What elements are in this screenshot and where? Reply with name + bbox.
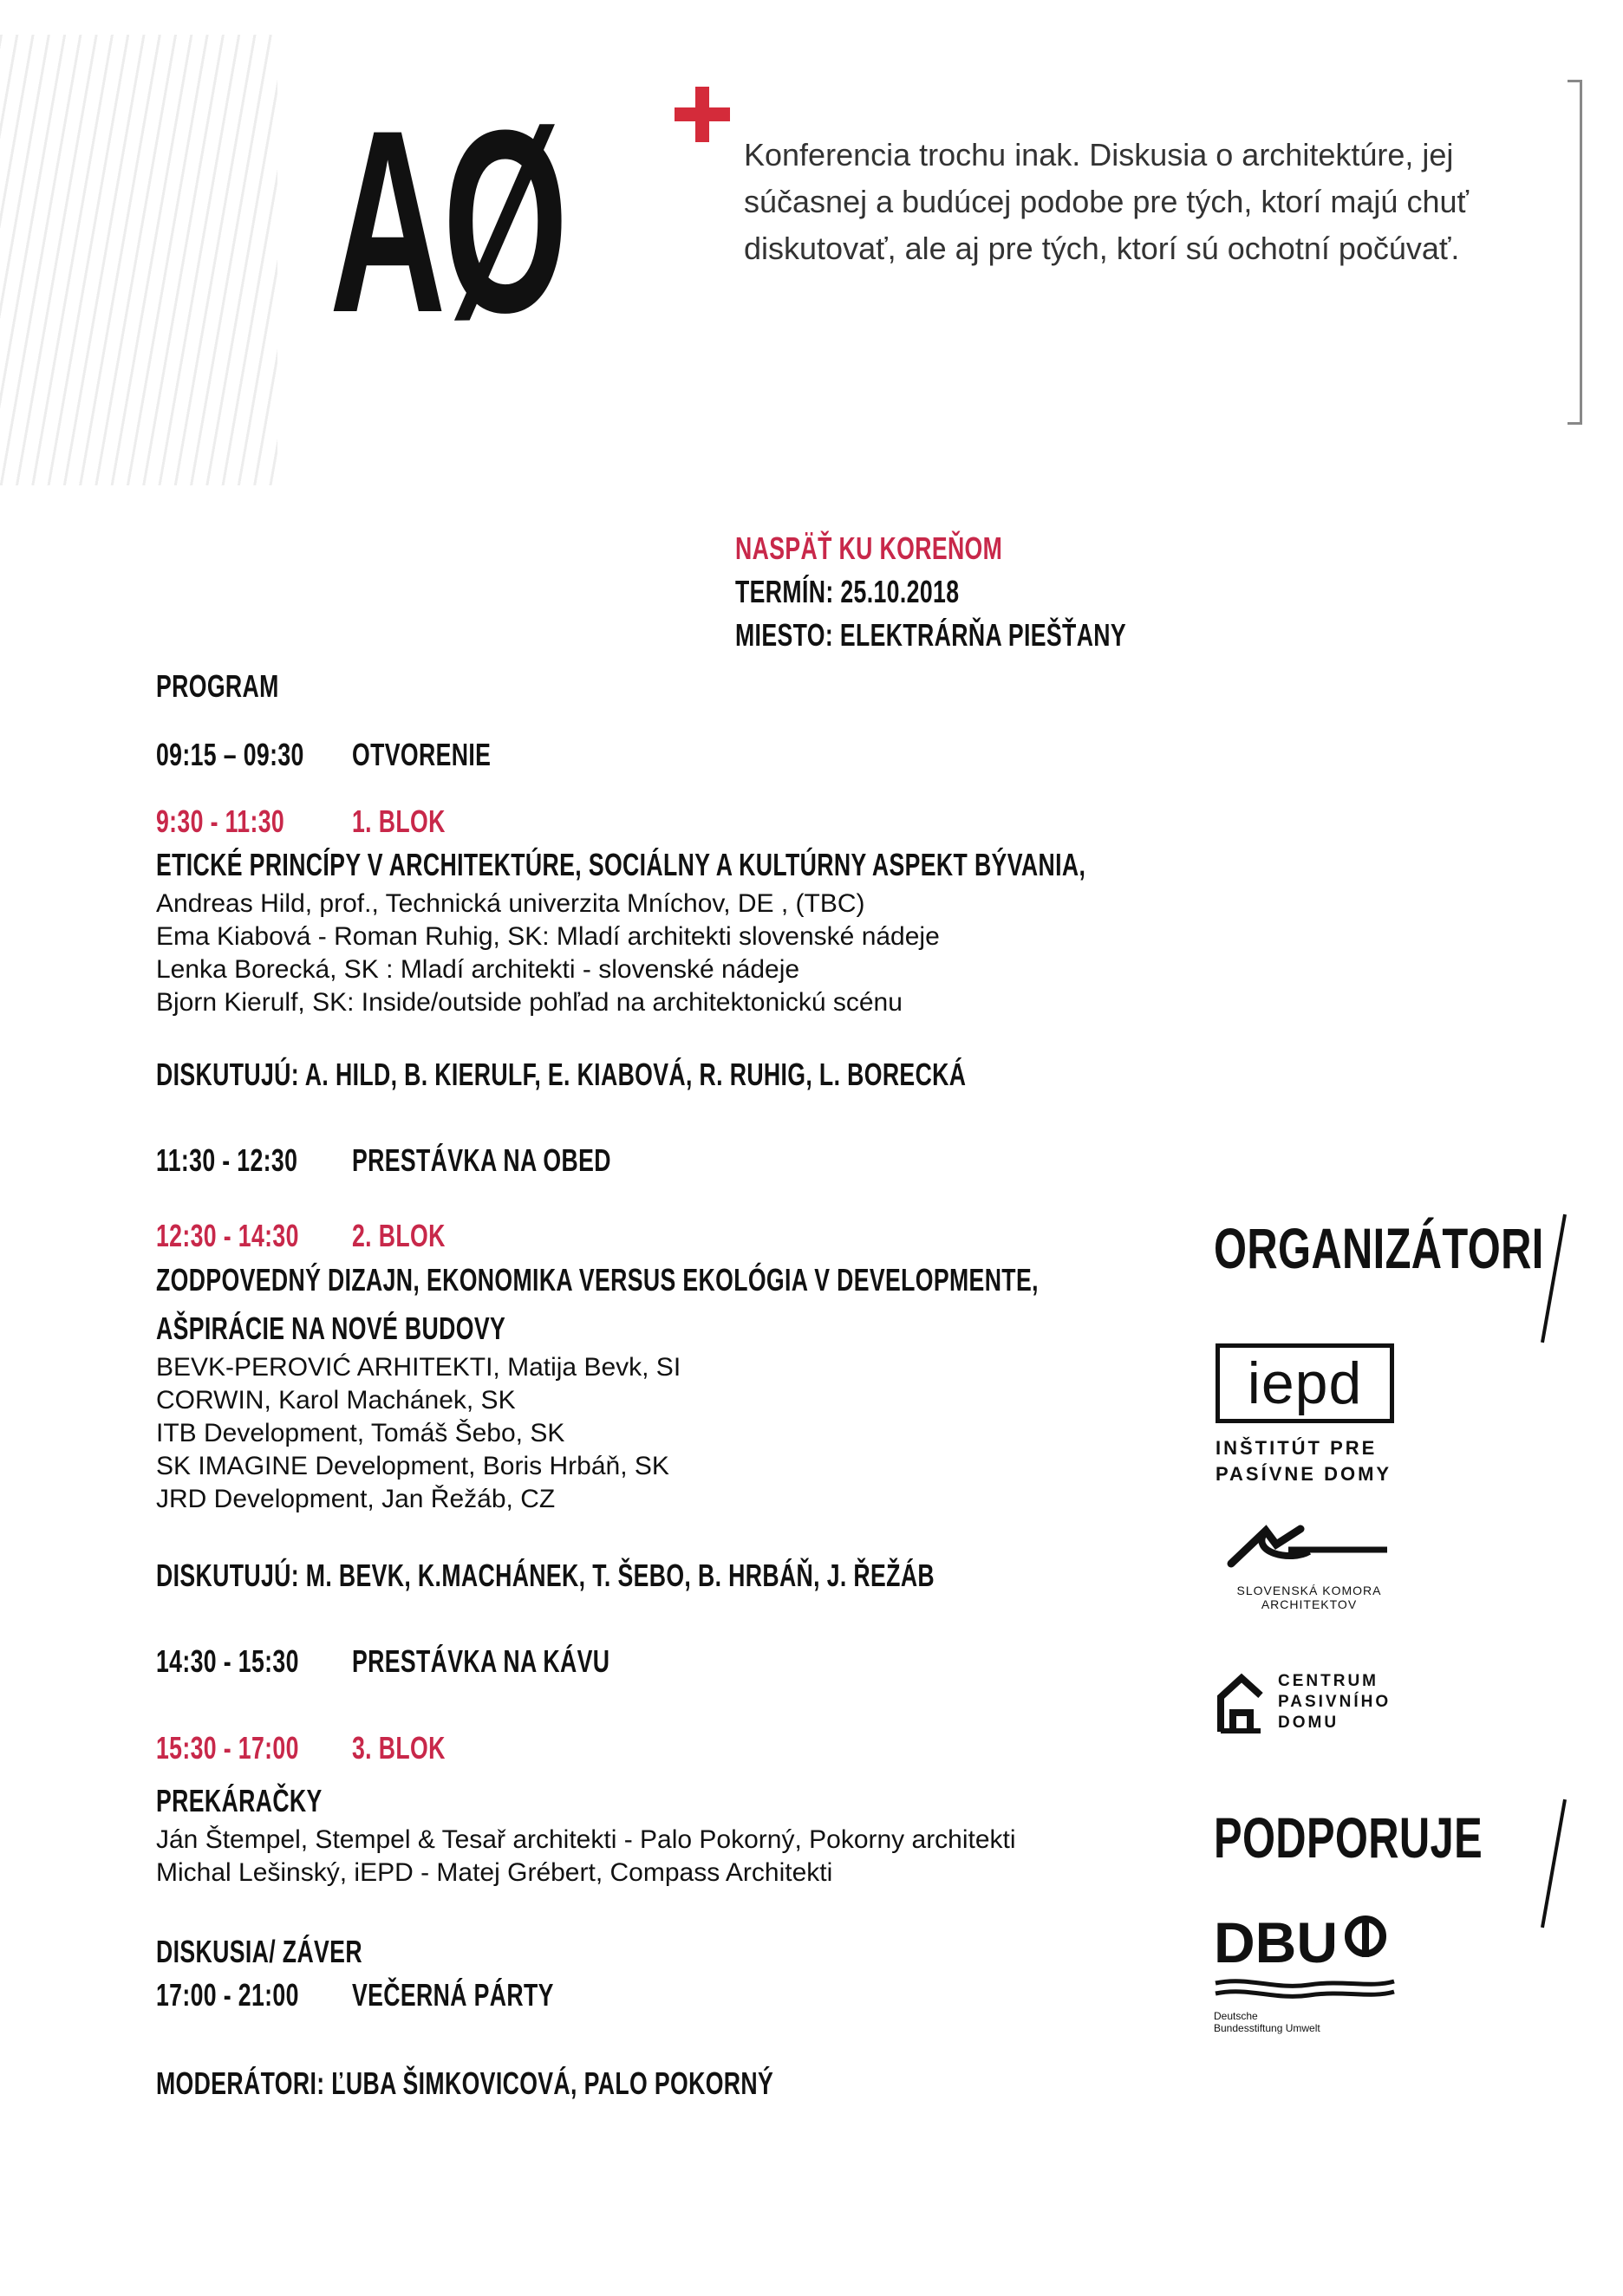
speaker-line: ITB Development, Tomáš Šebo, SK <box>156 1419 565 1447</box>
speaker-line: Ján Štempel, Stempel & Tesař architekti - Palo Pokorný, Pokorny architekti <box>156 1825 1016 1854</box>
organizers-title: ORGANIZÁTORI <box>1214 1216 1544 1280</box>
iepd-line2: PASÍVNE DOMY <box>1216 1463 1392 1485</box>
iepd-logo <box>1216 1343 1394 1487</box>
block2-discussants: DISKUTUJÚ: M. BEVK, K.MACHÁNEK, T. ŠEBO, B. HRBÁŇ, J. ŘEŽÁB <box>156 1558 935 1593</box>
block1-time: 9:30 - 11:30 <box>156 803 285 839</box>
party-label: VEČERNÁ PÁRTY <box>352 1977 554 2013</box>
block2-topic-line2: AŠPIRÁCIE NA NOVÉ BUDOVY <box>156 1311 506 1346</box>
moderators: MODERÁTORI: ĽUBA ŠIMKOVICOVÁ, PALO POKORNÝ <box>156 2065 774 2101</box>
speaker-line: Lenka Borecká, SK : Mladí architekti - slovenské nádeje <box>156 955 800 984</box>
speaker-line: Ema Kiabová - Roman Ruhig, SK: Mladí architekti slovenské nádeje <box>156 922 940 951</box>
bracket-right <box>1568 80 1582 425</box>
party-time: 17:00 - 21:00 <box>156 1977 299 2013</box>
slash-divider <box>1541 1799 1567 1928</box>
opening-time: 09:15 – 09:30 <box>156 737 304 772</box>
speaker-line: BEVK-PEROVIĆ ARHITEKTI, Matija Bevk, SI <box>156 1353 681 1382</box>
program-heading: PROGRAM <box>156 668 279 704</box>
opening-label: OTVORENIE <box>352 737 492 772</box>
block3-label: 3. BLOK <box>352 1730 446 1766</box>
ska-mark-icon <box>1214 1519 1405 1579</box>
slash-divider <box>1541 1214 1567 1343</box>
lunch-label: PRESTÁVKA NA OBED <box>352 1142 611 1178</box>
iepd-mark: iepd <box>1247 1350 1363 1416</box>
event-title: NASPÄŤ KU KOREŇOM <box>735 530 1003 566</box>
dbu-logo <box>1214 1910 1422 2034</box>
speaker-line: SK IMAGINE Development, Boris Hrbáň, SK <box>156 1452 669 1480</box>
block3-time: 15:30 - 17:00 <box>156 1730 299 1766</box>
cpd-line1: CENTRUM <box>1278 1672 1379 1690</box>
event-place: MIESTO: ELEKTRÁRŇA PIEŠŤANY <box>735 617 1127 653</box>
plus-cross-icon <box>675 87 730 142</box>
iepd-line1: INŠTITÚT PRE <box>1216 1437 1378 1459</box>
cpd-line3: DOMU <box>1278 1714 1339 1732</box>
supporters-title: PODPORUJE <box>1214 1805 1483 1870</box>
logo-ao: AØ <box>329 75 565 367</box>
dbu-mark: DBU <box>1214 1910 1338 1974</box>
event-date: TERMÍN: 25.10.2018 <box>735 574 960 609</box>
lunch-time: 11:30 - 12:30 <box>156 1142 298 1178</box>
decorative-hatch-left <box>0 35 277 485</box>
ska-line1: SLOVENSKÁ KOMORA <box>1236 1584 1382 1597</box>
block1-discussants: DISKUTUJÚ: A. HILD, B. KIERULF, E. KIABOVÁ, R. RUHIG, L. BORECKÁ <box>156 1057 967 1092</box>
block3-topic: PREKÁRAČKY <box>156 1783 323 1818</box>
dbu-wave-icon <box>1341 1914 1390 1971</box>
block1-label: 1. BLOK <box>352 803 446 839</box>
ska-logo <box>1214 1519 1405 1611</box>
speaker-line: Michal Lešinský, iEPD - Matej Grébert, Compass Architekti <box>156 1858 833 1887</box>
speaker-line: JRD Development, Jan Řežáb, CZ <box>156 1485 556 1513</box>
block2-topic-line1: ZODPOVEDNÝ DIZAJN, EKONOMIKA VERSUS EKOLÓGIA V DEVELOPMENTE, <box>156 1262 1039 1298</box>
coffee-time: 14:30 - 15:30 <box>156 1643 299 1679</box>
ska-line2: ARCHITEKTOV <box>1261 1597 1358 1611</box>
closing-label: DISKUSIA/ ZÁVER <box>156 1934 362 1969</box>
cpd-logo <box>1216 1671 1391 1733</box>
coffee-label: PRESTÁVKA NA KÁVU <box>352 1643 610 1679</box>
block2-time: 12:30 - 14:30 <box>156 1218 299 1253</box>
block2-label: 2. BLOK <box>352 1218 446 1253</box>
dbu-line2: Bundesstiftung Umwelt <box>1214 2022 1320 2034</box>
speaker-line: Bjorn Kierulf, SK: Inside/outside pohľad na architektonickú scénu <box>156 988 903 1017</box>
speaker-line: Andreas Hild, prof., Technická univerzita Mníchov, DE , (TBC) <box>156 889 865 918</box>
block3-speakers <box>156 1824 1016 1889</box>
house-icon <box>1216 1671 1266 1733</box>
dbu-underwave <box>1214 1971 1396 2000</box>
tagline: Konferencia trochu inak. Diskusia o architektúre, jej súčasnej a budúcej podobe pre tých, ktorí majú chuť diskutovať, ale aj pre tých, ktorí sú ochotní počúvať. <box>744 137 1469 266</box>
block2-speakers <box>156 1351 681 1516</box>
cpd-line2: PASIVNÍHO <box>1278 1693 1392 1711</box>
dbu-line1: Deutsche <box>1214 2010 1258 2022</box>
block1-speakers <box>156 888 940 1019</box>
block1-topic: ETICKÉ PRINCÍPY V ARCHITEKTÚRE, SOCIÁLNY A KULTÚRNY ASPEKT BÝVANIA, <box>156 847 1086 882</box>
speaker-line: CORWIN, Karol Machánek, SK <box>156 1386 516 1415</box>
